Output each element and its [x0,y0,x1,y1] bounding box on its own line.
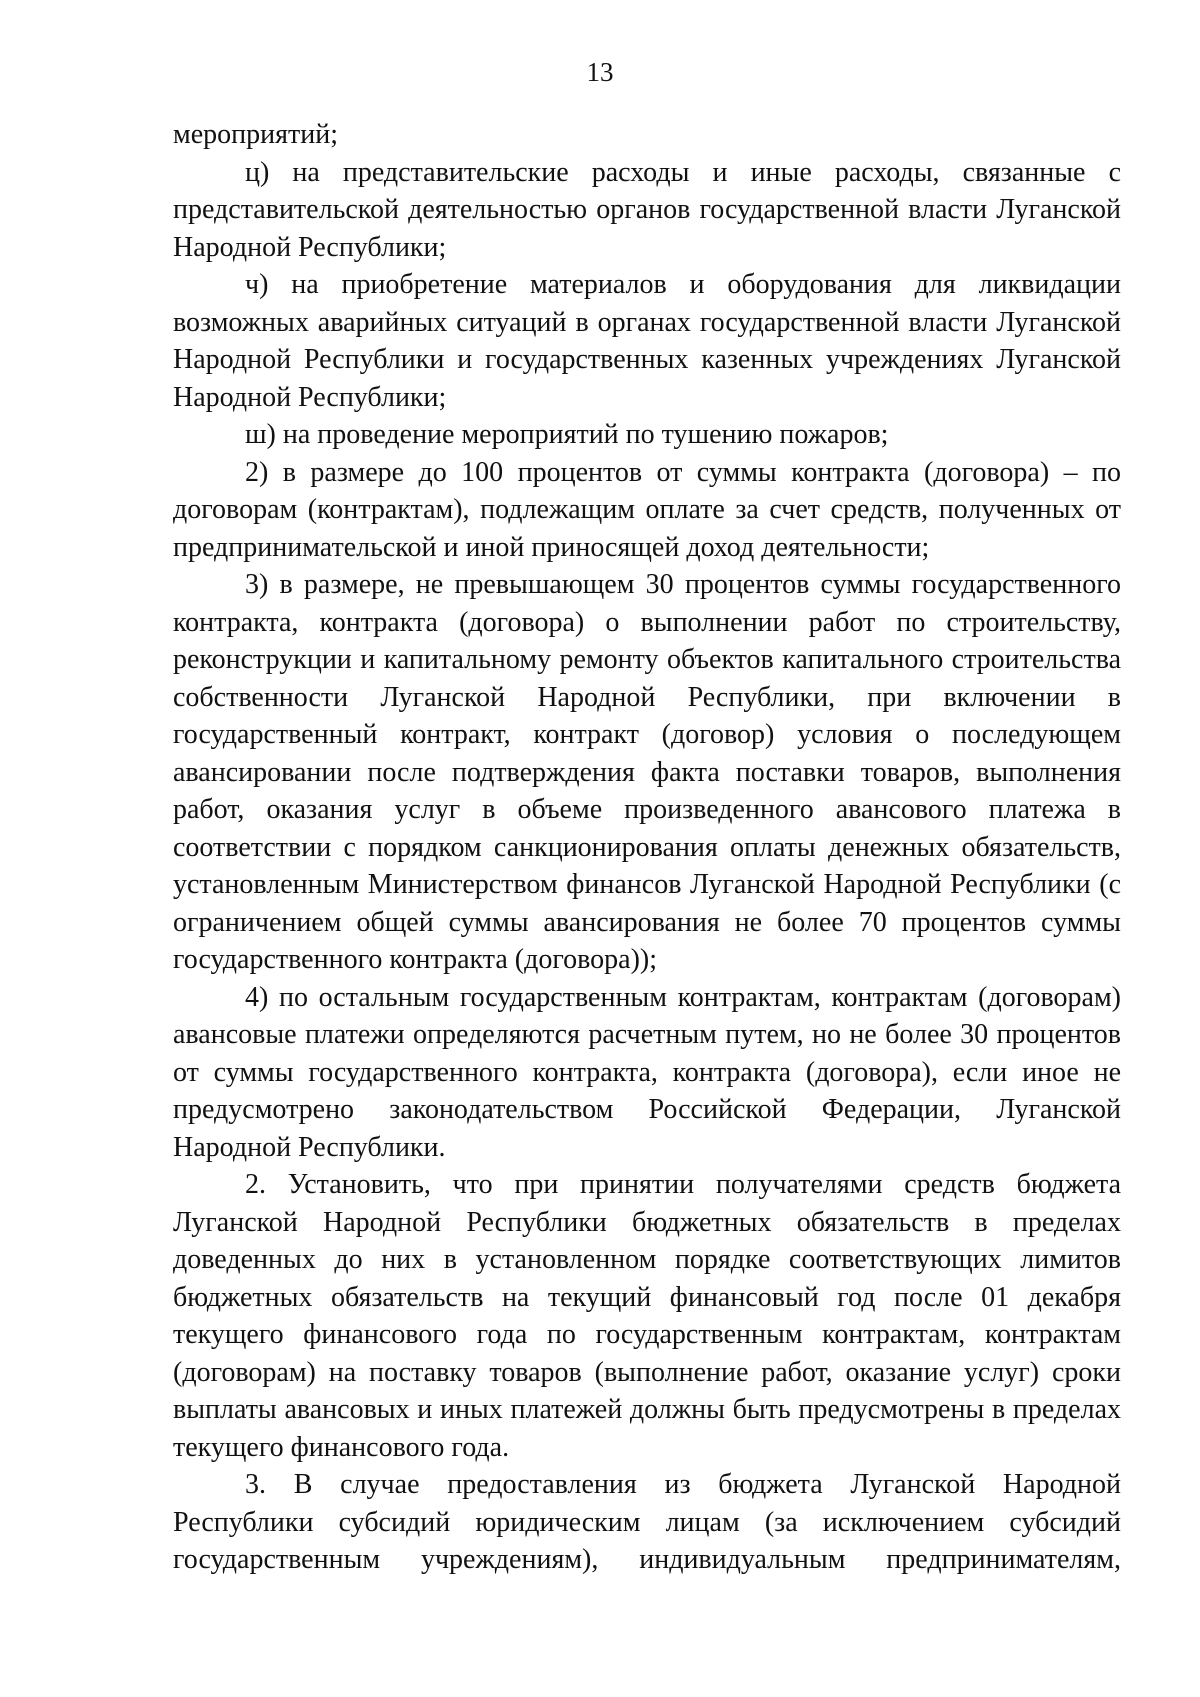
paragraph-ts: ц) на представительские расходы и иные расходы, связанные с представительской деятельностью органов государственной власти Луганской Народной Республики; [173,156,1121,263]
paragraph-section-3: 3. В случае предоставления из бюджета Луганской Народной Республики субсидий юридическим лицам (за исключением субсидий государственным учреждениям), индивидуальным предпринимателям, [173,1469,1121,1575]
paragraph-item-4: 4) по остальным государственным контрактам, контрактам (договорам) авансовые платежи определяются расчетным путем, но не более 30 процентов от суммы государственного контракта, контракта (договора), если иное не предусмотрено законодательством Российской Федерации, Луганской Народной Республики. [173,981,1121,1163]
paragraph-item-2: 2) в размере до 100 процентов от суммы контракта (договора) – по договорам (контрактам), подлежащим оплате за счет средств, полученных от предпринимательской и иной приносящей доход деятельности; [173,456,1121,563]
paragraph-ch: ч) на приобретение материалов и оборудования для ликвидации возможных аварийных ситуаций в органах государственной власти Луганской Народной Республики и государственных казенных учреждениях Луганской Народной Республики; [173,269,1121,413]
continuation-paragraph: мероприятий; [173,119,338,150]
document-body [173,116,1121,1579]
paragraph-section-2: 2. Установить, что при принятии получателями средств бюджета Луганской Народной Республики бюджетных обязательств в пределах доведенных до них в установленном порядке соответствующих лимитов бюджетных обязательств на текущий финансовый год после 01 декабря текущего финансового года по государственным контрактам, контрактам (договорам) на поставку товаров (выполнение работ, оказание услуг) сроки выплаты авансовых и иных платежей должны быть предусмотрены в пределах текущего финансового года. [173,1169,1121,1463]
paragraph-sh: ш) на проведение мероприятий по тушению пожаров; [245,419,889,450]
page-number: 13 [586,57,614,87]
paragraph-item-3: 3) в размере, не превышающем 30 процентов суммы государственного контракта, контракта (договора) о выполнении работ по строительству, реконструкции и капитальному ремонту объектов капитального строительства собственности Луганской Народной Республики, при включении в государственный контракт, контракт (договор) условия о последующем авансировании после подтверждения факта поставки товаров, выполнения работ, оказания услуг в объеме произведенного авансового платежа в соответствии с порядком санкционирования оплаты денежных обязательств, установленным Министерством финансов Луганской Народной Республики (с ограничением общей суммы авансирования не более 70 процентов суммы государственного контракта (договора)); [173,569,1121,975]
